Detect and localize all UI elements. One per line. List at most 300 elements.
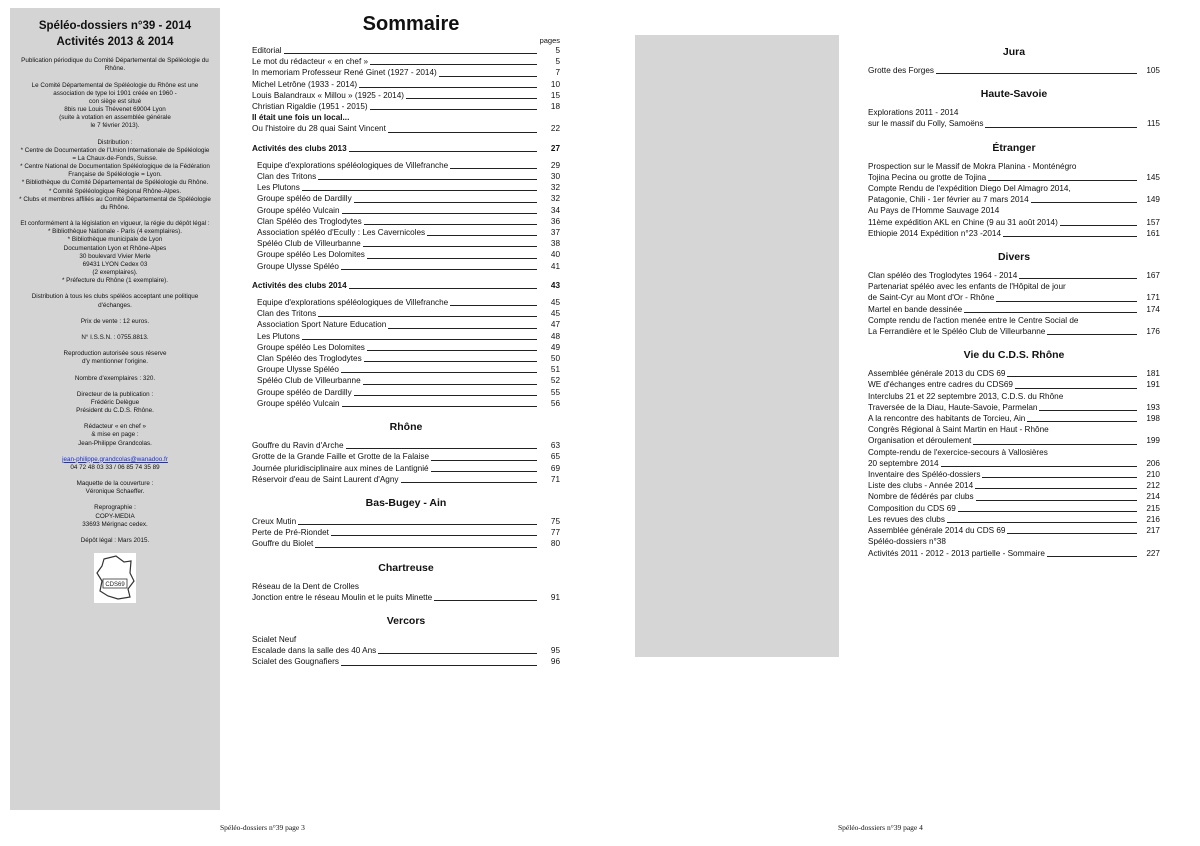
toc-entry-wrapper xyxy=(252,143,560,154)
toc-entry-page: 45 xyxy=(550,298,560,308)
toc-entry-title: Association Sport Nature Education xyxy=(257,320,387,330)
toc-entry-wrapper xyxy=(868,292,1160,303)
leader-line xyxy=(996,301,1137,302)
toc-entry xyxy=(252,171,560,182)
toc-entry xyxy=(868,194,1160,205)
toc-entry xyxy=(252,90,560,101)
toc-entry-page: 115 xyxy=(1146,119,1160,129)
section-title: Divers xyxy=(997,251,1031,264)
toc-entry xyxy=(252,205,560,216)
toc-entry-page: 95 xyxy=(550,646,560,656)
leader-line xyxy=(431,460,537,461)
section-title: Étranger xyxy=(992,141,1036,154)
sidebar-paragraph: Distribution à tous les clubs spéléos acceptant une politique d'échanges. xyxy=(31,293,199,309)
toc-entry-page: 193 xyxy=(1146,402,1160,412)
toc-entry-page: 181 xyxy=(1146,369,1160,379)
leader-line xyxy=(354,395,537,396)
leader-line xyxy=(342,406,537,407)
toc-entry-title: Activités 2011 - 2012 - 2013 partielle - Sommaire xyxy=(868,548,1045,558)
toc-entry-page: 71 xyxy=(550,474,560,484)
leader-line xyxy=(976,500,1137,501)
toc-entry-title: Clan Spéléo des Troglodytes xyxy=(257,354,362,364)
sidebar-paragraphs xyxy=(16,57,214,448)
toc-entry-page: 29 xyxy=(550,160,560,170)
sidebar-paragraph: Reproduction autorisée sous réserve d'y mentionner l'origine. xyxy=(63,350,167,366)
colophon-sidebar xyxy=(10,8,220,810)
toc-entry-title: Nombre de fédérés par clubs xyxy=(868,492,974,502)
toc-entry-text: Au Pays de l'Homme Sauvage 2014 xyxy=(868,206,1000,216)
leader-line xyxy=(346,448,537,449)
toc-entry-text: Compte-rendu de l'exercice-secours à Vallosières xyxy=(868,447,1048,457)
toc-entry-page: 49 xyxy=(550,342,560,352)
section-title: Rhône xyxy=(389,421,423,434)
toc-entry-wrapper xyxy=(868,326,1160,337)
toc-entry xyxy=(868,480,1160,491)
toc-entry-list xyxy=(252,645,560,667)
toc-entry-wrapper xyxy=(868,228,1160,239)
sidebar-paragraph: Distribution : * Centre de Documentation de l'Union Internationale de Spéléologie = La Chaux-de-Fonds, Suisse. * Centre National de Documentation Spéléologique de la Fédération Française de Spéléologie = Lyon. * Bibliothèque du Comité Départemental de Spéléologie du Rhône. * Comité Spéléologique Régional Rhône-Alpes. * Clubs et membres affiliés au Comité Départemental de Spéléologie du Rhône. xyxy=(19,138,211,211)
toc-entry-text: Explorations 2011 - 2014 xyxy=(868,108,959,118)
toc-entry xyxy=(868,368,1160,379)
toc-entry-title: A la rencontre des habitants de Torcieu, Ain xyxy=(868,414,1026,424)
leader-line xyxy=(363,246,537,247)
toc-entry-page: 167 xyxy=(1146,271,1160,281)
toc-entry-page: 22 xyxy=(550,124,560,134)
toc-entry-text: Compte rendu de l'action menée entre le Centre Social de xyxy=(868,315,1079,325)
toc-entry-page: 206 xyxy=(1146,458,1160,468)
toc-entry-title: Gouffre du Ravin d'Arche xyxy=(252,441,344,451)
toc-entry-page: 80 xyxy=(550,539,560,549)
leader-line xyxy=(364,224,537,225)
table-of-contents-right xyxy=(868,46,1160,559)
toc-entry-page: 227 xyxy=(1146,548,1160,558)
leader-line xyxy=(349,151,537,152)
toc-entry-title: Assemblée générale 2014 du CDS 69 xyxy=(868,526,1006,536)
sidebar-paragraphs-2 xyxy=(16,480,214,545)
toc-entry-title: Les Plutons xyxy=(257,331,300,341)
leader-line xyxy=(1015,388,1137,389)
toc-entry-title: Martel en bande dessinée xyxy=(868,304,963,314)
toc-entry-title: Equipe d'explorations spéléologiques de Villefranche xyxy=(257,160,449,170)
toc-entry xyxy=(868,217,1160,228)
leader-line xyxy=(941,466,1137,467)
toc-entry xyxy=(868,326,1160,337)
leader-line xyxy=(370,109,537,110)
sidebar-paragraph: Dépôt légal : Mars 2015. xyxy=(80,536,150,544)
toc-entry xyxy=(868,292,1160,303)
leader-line xyxy=(302,339,537,340)
section-title: Chartreuse xyxy=(378,561,434,574)
toc-entry xyxy=(868,514,1160,525)
toc-entry-page: 176 xyxy=(1146,327,1160,337)
toc-entry xyxy=(252,656,560,667)
toc-entry-title: Grotte de la Grande Faille et Grotte de la Falaise xyxy=(252,452,430,462)
toc-entry-list xyxy=(252,440,560,485)
toc-entry-title: Composition du CDS 69 xyxy=(868,503,956,513)
toc-entry-title: Groupe spéléo de Dardilly xyxy=(257,194,352,204)
toc-entry-page: 215 xyxy=(1146,503,1160,513)
toc-entry-title: Tojina Pecina ou grotte de Tojina xyxy=(868,172,987,182)
toc-entry-page: 217 xyxy=(1146,526,1160,536)
leader-line xyxy=(342,213,537,214)
leader-line xyxy=(318,316,537,317)
leader-line xyxy=(359,87,537,88)
toc-entry xyxy=(252,592,560,603)
toc-entry-text: Il était une fois un local... xyxy=(252,113,350,123)
toc-entry-wrapper xyxy=(252,123,560,134)
toc-entry-title: Groupe spéléo de Dardilly xyxy=(257,387,352,397)
toc-entry xyxy=(868,525,1160,536)
leader-line xyxy=(1007,533,1137,534)
toc-entry-page: 15 xyxy=(550,90,560,100)
toc-entry-title: Jonction entre le réseau Moulin et le puits Minette xyxy=(252,592,433,602)
toc-entry xyxy=(252,474,560,485)
toc-entry-title: Groupe spéléo Les Dolomites xyxy=(257,250,365,260)
toc-entry-title: Gouffre du Biolet xyxy=(252,539,314,549)
toc-entry-title: Journée pluridisciplinaire aux mines de Lantignié xyxy=(252,463,429,473)
toc-entry xyxy=(252,516,560,527)
toc-entry-page: 5 xyxy=(555,57,560,67)
sidebar-paragraph: Prix de vente : 12 euros. xyxy=(80,317,150,325)
toc-entry xyxy=(252,319,560,330)
toc-entry xyxy=(252,451,560,462)
leader-line xyxy=(988,180,1137,181)
toc-entry xyxy=(868,458,1160,469)
toc-entry-page: 7 xyxy=(555,68,560,78)
toc-entry-page: 171 xyxy=(1146,293,1160,303)
leader-line xyxy=(367,350,537,351)
toc-entry xyxy=(252,375,560,386)
toc-entry-title: Inventaire des Spéléo-dossiers xyxy=(868,470,981,480)
leader-line xyxy=(958,511,1137,512)
toc-entry-wrapper xyxy=(252,280,560,291)
toc-entry-list xyxy=(868,402,1160,424)
toc-entry-text: Réseau de la Dent de Crolles xyxy=(252,581,359,591)
toc-entry-title: Clan Spéléo des Troglodytes xyxy=(257,216,362,226)
toc-entry xyxy=(868,172,1160,183)
leader-line xyxy=(434,600,537,601)
toc-entry-list xyxy=(252,45,560,112)
toc-entry-page: 212 xyxy=(1146,481,1160,491)
toc-entry-list xyxy=(868,458,1160,536)
toc-entry xyxy=(252,527,560,538)
toc-entry xyxy=(868,469,1160,480)
toc-entry xyxy=(252,538,560,549)
toc-entry xyxy=(252,123,560,134)
toc-entry-title: Louis Balandraux « Millou » (1925 - 2014) xyxy=(252,90,405,100)
toc-entry-text: Partenariat spéléo avec les enfants de l'Hôpital de jour xyxy=(868,282,1066,292)
toc-entry xyxy=(252,364,560,375)
toc-entry-page: 56 xyxy=(550,398,560,408)
toc-entry-page: 77 xyxy=(550,528,560,538)
section-title: Vercors xyxy=(386,614,426,627)
toc-entry-title: Les Plutons xyxy=(257,183,300,193)
toc-entry-page: 34 xyxy=(550,205,560,215)
leader-line xyxy=(364,361,537,362)
toc-title: Sommaire xyxy=(362,13,460,35)
toc-entry-page: 55 xyxy=(550,387,560,397)
leader-line xyxy=(341,665,537,666)
toc-entry-page: 145 xyxy=(1146,172,1160,182)
toc-entry-page: 216 xyxy=(1146,514,1160,524)
sidebar-paragraph: Publication périodique du Comité Départemental de Spéléologie du Rhône. xyxy=(21,57,209,73)
toc-entry-wrapper xyxy=(868,435,1160,446)
toc-entry-title: Patagonie, Chili - 1er février au 7 mars 2014 xyxy=(868,195,1029,205)
leader-line xyxy=(302,190,537,191)
toc-entry xyxy=(252,280,560,291)
sidebar-paragraph: Nombre d'exemplaires : 320. xyxy=(74,374,156,382)
leader-line xyxy=(973,444,1137,445)
toc-entry xyxy=(868,503,1160,514)
toc-entry-text: Interclubs 21 et 22 septembre 2013, C.D.S. du Rhône xyxy=(868,391,1064,401)
leader-line xyxy=(349,288,537,289)
toc-entry-title: 11ème expédition AKL en Chine (9 au 31 août 2014) xyxy=(868,217,1058,227)
toc-entry xyxy=(252,160,560,171)
toc-entry-page: 5 xyxy=(555,46,560,55)
section-title: Vie du C.D.S. Rhône xyxy=(963,349,1065,362)
leader-line xyxy=(354,202,537,203)
editor-phone: 04 72 48 03 33 / 06 85 74 35 89 xyxy=(70,463,160,471)
leader-line xyxy=(284,53,537,54)
toc-entry-page: 105 xyxy=(1146,66,1160,75)
leader-line xyxy=(363,384,537,385)
toc-entry xyxy=(252,79,560,90)
toc-entry-wrapper xyxy=(868,270,1160,281)
toc-entry xyxy=(252,331,560,342)
toc-entry-page: 65 xyxy=(550,452,560,462)
toc-entry-page: 69 xyxy=(550,463,560,473)
toc-entry xyxy=(252,193,560,204)
leader-line xyxy=(1027,421,1137,422)
toc-entry xyxy=(252,297,560,308)
sidebar-paragraph: Le Comité Départemental de Spéléologie du Rhône est une association de type loi 1901 créée en 1960 - con siège est situé 8bis rue Louis Thévenet 69004 Lyon (suite à votation en assemblée générale le 7 février 2013). xyxy=(31,81,199,130)
toc-entry-page: 27 xyxy=(550,143,560,153)
leader-line xyxy=(341,269,537,270)
toc-entry-page: 149 xyxy=(1146,195,1160,205)
leader-line xyxy=(964,312,1137,313)
leader-line xyxy=(388,132,537,133)
toc-entry xyxy=(252,182,560,193)
toc-entry-title: Groupe Ulysse Spéléo xyxy=(257,261,339,271)
leader-line xyxy=(1047,334,1137,335)
toc-entry-page: 32 xyxy=(550,194,560,204)
leader-line xyxy=(1003,236,1137,237)
toc-entry-title: Organisation et déroulement xyxy=(868,436,972,446)
toc-entry-title: Clan spéléo des Troglodytes 1964 - 2014 xyxy=(868,271,1018,281)
toc-entry xyxy=(868,270,1160,281)
toc-entry xyxy=(252,101,560,112)
cds69-logo xyxy=(94,553,136,603)
toc-entry-wrapper xyxy=(868,548,1160,559)
toc-entry-title: Clan des Tritons xyxy=(257,309,317,319)
leader-line xyxy=(1031,202,1137,203)
toc-entry-wrapper xyxy=(868,304,1160,315)
toc-entry-page: 48 xyxy=(550,331,560,341)
toc-entry-list xyxy=(252,297,560,409)
toc-entry xyxy=(868,228,1160,239)
toc-entry-list xyxy=(868,65,1160,76)
toc-entry-page: 45 xyxy=(550,309,560,319)
toc-entry-title: Groupe spéléo Vulcain xyxy=(257,398,340,408)
toc-entry xyxy=(868,548,1160,559)
toc-entry-page: 214 xyxy=(1146,492,1160,502)
toc-entry-page: 50 xyxy=(550,354,560,364)
toc-entry-page: 37 xyxy=(550,228,560,238)
toc-entry-list xyxy=(252,516,560,550)
toc-entry-page: 75 xyxy=(550,516,560,526)
toc-entry xyxy=(252,45,560,56)
toc-entry-page: 63 xyxy=(550,441,560,451)
editor-email-link[interactable]: jean-philippe.grandcolas@wanadoo.fr xyxy=(62,455,168,463)
sidebar-paragraph: N° I.S.S.N. : 0755.8813. xyxy=(81,334,149,341)
section-title: Jura xyxy=(1002,46,1026,58)
toc-entry xyxy=(252,387,560,398)
toc-entry-title: Traversée de la Diau, Haute-Savoie, Parmelan xyxy=(868,402,1038,412)
toc-entry-page: 52 xyxy=(550,376,560,386)
leader-line xyxy=(439,76,537,77)
toc-entry-page: 30 xyxy=(550,172,560,182)
toc-entry-title: Activités des clubs 2013 xyxy=(252,143,347,153)
leader-line xyxy=(1039,410,1137,411)
leader-line xyxy=(318,179,537,180)
toc-entry xyxy=(252,342,560,353)
toc-entry-page: 32 xyxy=(550,183,560,193)
toc-entry-title: Christian Rigaldie (1951 - 2015) xyxy=(252,102,368,112)
toc-entry-title: Le mot du rédacteur « en chef » xyxy=(252,57,369,67)
leader-line xyxy=(947,522,1137,523)
toc-entry-page: 47 xyxy=(550,320,560,330)
leader-line xyxy=(1019,278,1137,279)
toc-entry-title: Editorial xyxy=(252,46,282,55)
toc-entry xyxy=(252,56,560,67)
toc-entry-text: Scialet Neuf xyxy=(252,634,297,644)
leader-line xyxy=(431,471,537,472)
toc-entry xyxy=(868,379,1160,390)
toc-entry-title: sur le massif du Folly, Samoëns xyxy=(868,119,984,129)
leader-line xyxy=(388,328,537,329)
toc-entry-wrapper xyxy=(252,592,560,603)
toc-entry xyxy=(252,249,560,260)
toc-entry-page: 36 xyxy=(550,216,560,226)
sidebar-paragraph: Reprographie : COPY-MEDIA 33693 Mérignac cedex. xyxy=(82,504,148,528)
sidebar-paragraph: Et conformément à la législation en vigueur, la régie du dépôt légal : * Bibliothèque Nationale - Paris (4 exemplaires). * Bibliothèque municipale de Lyon Documentation Lyon et Rhône-Alpes 30 boulevard Vivier Merle 69431 LYON Cedex 03 (2 exemplaires). * Préfecture du Rhône (1 exemplaire). xyxy=(20,220,210,285)
toc-entry-title: Equipe d'explorations spéléologiques de Villefranche xyxy=(257,298,449,308)
toc-entry-title: Activités des clubs 2014 xyxy=(252,280,347,290)
toc-entry-title: Assemblée générale 2013 du CDS 69 xyxy=(868,369,1006,379)
leader-line xyxy=(985,127,1137,128)
toc-entry-title: Grotte des Forges xyxy=(868,66,934,75)
toc-entry-title: Ou l'histoire du 28 quai Saint Vincent xyxy=(252,124,386,134)
toc-entry xyxy=(252,645,560,656)
toc-entry-wrapper xyxy=(868,194,1160,205)
toc-entry xyxy=(252,216,560,227)
toc-entry xyxy=(252,398,560,409)
sidebar-paragraph: Rédacteur « en chef » & mise en page : Jean-Philippe Grandcolas. xyxy=(78,423,152,447)
toc-entry-title: Perte de Pré-Riondet xyxy=(252,528,329,538)
page-footer-right: Spéléo-dossiers n°39 page 4 xyxy=(838,823,923,832)
leader-line xyxy=(427,235,537,236)
toc-entry-page: 40 xyxy=(550,250,560,260)
toc-entry-page: 96 xyxy=(550,657,560,667)
toc-entry-list xyxy=(868,368,1160,390)
toc-entry-page: 43 xyxy=(550,280,560,290)
leader-line xyxy=(1047,556,1137,557)
toc-entry-wrapper xyxy=(868,172,1160,183)
toc-entry xyxy=(868,118,1160,129)
leader-line xyxy=(378,653,537,654)
sidebar-paragraph: Directeur de la publication : Frédéric Delègue Président du C.D.S. Rhône. xyxy=(76,390,154,415)
toc-entry-title: Groupe spéléo Vulcain xyxy=(257,205,340,215)
blank-image-placeholder xyxy=(635,35,839,657)
toc-entry-title: Les revues des clubs xyxy=(868,514,945,524)
toc-entry xyxy=(252,238,560,249)
toc-entry-title: Creux Mutin xyxy=(252,516,297,526)
toc-entry xyxy=(252,143,560,154)
leader-line xyxy=(370,64,537,65)
leader-line xyxy=(975,488,1137,489)
sidebar-title: Spéléo-dossiers n°39 - 2014 Activités 2013 & 2014 xyxy=(38,20,192,49)
toc-entry-page: 199 xyxy=(1146,436,1160,446)
toc-entry-title: Spéléo Club de Villeurbanne xyxy=(257,376,361,386)
toc-entry-page: 91 xyxy=(550,592,560,602)
leader-line xyxy=(367,258,537,259)
toc-entry-page: 210 xyxy=(1146,470,1160,480)
leader-line xyxy=(1060,225,1137,226)
toc-entry-wrapper xyxy=(868,217,1160,228)
toc-entry-text: Compte Rendu de l'expédition Diego Del Almagro 2014, xyxy=(868,184,1071,194)
toc-entry-page: 18 xyxy=(550,102,560,112)
leader-line xyxy=(401,482,538,483)
toc-entry-title: de Saint-Cyr au Mont d'Or - Rhône xyxy=(868,293,995,303)
section-title: Bas-Bugey - Ain xyxy=(365,496,447,509)
toc-entry-list xyxy=(868,118,1160,129)
logo-text: CDS69 xyxy=(105,582,125,589)
toc-entry-text: Congrès Régional à Saint Martin en Haut - Rhône xyxy=(868,425,1049,435)
toc-entry-title: Spéléo Club de Villeurbanne xyxy=(257,239,361,249)
toc-entry-text: Prospection sur le Massif de Mokra Planina - Monténégro xyxy=(868,161,1077,171)
toc-entry-title: Réservoir d'eau de Saint Laurent d'Agny xyxy=(252,474,399,484)
toc-entry-title: Groupe spéléo Les Dolomites xyxy=(257,342,365,352)
toc-entry-title: Michel Letrône (1933 - 2014) xyxy=(252,79,358,89)
toc-entry-title: Association spéléo d'Ecully : Les Cavernicoles xyxy=(257,228,426,238)
toc-entry xyxy=(252,440,560,451)
toc-entry xyxy=(868,491,1160,502)
toc-entry xyxy=(252,463,560,474)
toc-entry xyxy=(868,413,1160,424)
toc-entry-title: La Ferrandière et le Spéléo Club de Villeurbanne xyxy=(868,327,1046,337)
toc-entry-page: 41 xyxy=(550,261,560,271)
toc-entry-title: Scialet des Gougnafiers xyxy=(252,657,339,667)
toc-entry xyxy=(868,402,1160,413)
toc-entry xyxy=(252,261,560,272)
toc-entry-page: 157 xyxy=(1146,217,1160,227)
toc-entry-list xyxy=(252,160,560,272)
toc-entry-page: 10 xyxy=(550,79,560,89)
toc-entry-page: 191 xyxy=(1146,380,1160,390)
toc-entry-page: 51 xyxy=(550,365,560,375)
toc-entry-title: Liste des clubs - Année 2014 xyxy=(868,481,974,491)
leader-line xyxy=(450,305,537,306)
leader-line xyxy=(1007,376,1137,377)
pages-label: pages xyxy=(539,36,560,45)
toc-entry-page: 161 xyxy=(1146,228,1160,238)
leader-line xyxy=(331,535,537,536)
toc-entry-page: 174 xyxy=(1146,304,1160,314)
leader-line xyxy=(450,168,537,169)
toc-entry xyxy=(252,308,560,319)
toc-entry-title: Escalade dans la salle des 40 Ans xyxy=(252,646,377,656)
toc-entry xyxy=(252,227,560,238)
